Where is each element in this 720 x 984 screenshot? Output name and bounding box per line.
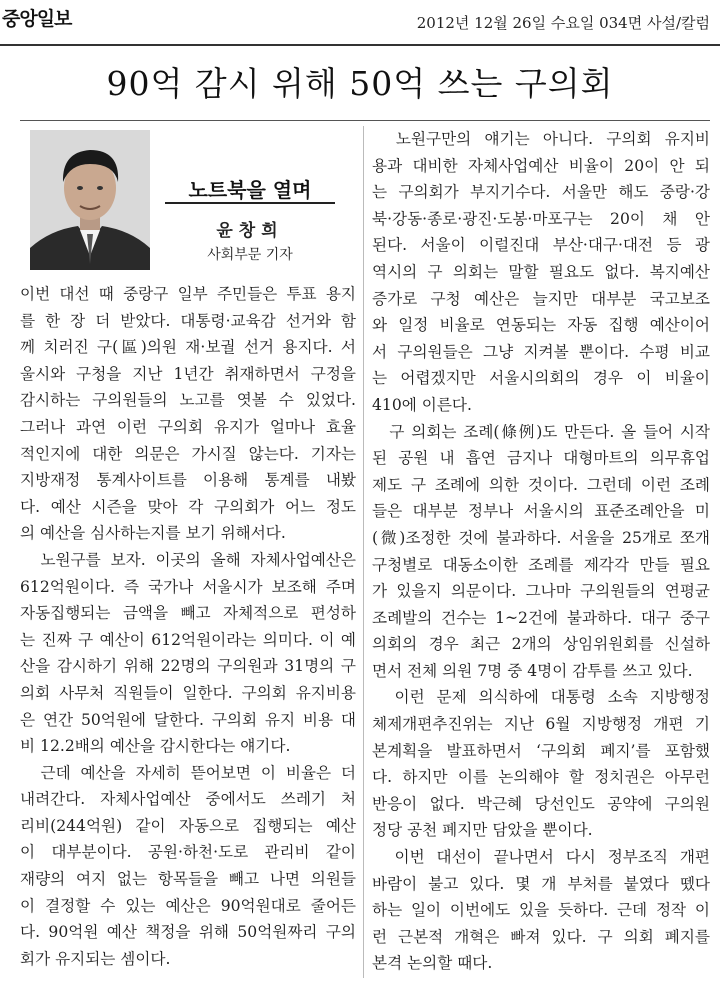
body-text-line: 이번 대선이 끝나면서 다시 정부조직 개편 (372, 848, 710, 867)
body-text-line: 체제개편추진위는 지난 6월 지방행정 개편 기 (372, 715, 710, 734)
body-text-line: 410에 이른다. (372, 395, 472, 414)
column-divider (363, 126, 364, 978)
dateline: 2012년 12월 26일 수요일 034면 사설/칼럼 (416, 14, 710, 32)
body-text-line: 내려간다. 자체사업예산 중에서도 쓰레기 처 (20, 790, 356, 809)
article-body-right-column (372, 126, 710, 977)
body-text-line: 다. 예산 시즌을 맞아 각 구의회가 어느 정도 (20, 497, 356, 516)
body-text-line: 반응이 없다. 박근혜 당선인도 공약에 구의원 (372, 794, 710, 813)
body-text-line: 노원구만의 얘기는 아니다. 구의회 유지비 (372, 130, 710, 148)
body-text-line: 이 결정할 수 있는 예산은 90억원대로 줄어든 (20, 896, 356, 915)
masthead-rule (0, 44, 720, 46)
body-text-line: 정당 공천 폐지만 담았을 뿐이다. (372, 821, 593, 840)
body-text-line: 재량의 여지 없는 항목들을 빼고 나면 의원들 (20, 870, 356, 889)
column-label-rule (165, 202, 335, 204)
body-text-line: 된다. 서울이 이럴진대 부산·대구·대전 등 광 (372, 236, 710, 255)
body-text-line: 는 어렵겠지만 서울시의회의 경우 이 비율이 (372, 369, 710, 388)
body-text-line: 본격 논의할 때다. (372, 954, 493, 973)
body-text-line: 바람이 불고 있다. 몇 개 부처를 붙였다 뗐다 (372, 874, 710, 893)
author-photo (30, 130, 150, 270)
masthead (0, 0, 720, 44)
body-text-line: 는 진짜 구 예산이 612억원이라는 의미다. 이 예 (20, 630, 356, 649)
body-text-line: 된 공원 내 흡연 금지나 대형마트의 의무휴업 (372, 449, 710, 468)
body-text-line: 와 일정 비율로 연동되는 자동 집행 예산이어 (372, 316, 710, 335)
headline-rule (20, 120, 710, 121)
body-text-line: 께 치러진 구(區)의원 재·보궐 선거 용지다. 서 (20, 338, 356, 357)
body-text-line: 가 있을지 의문이다. 그나마 구의원들의 연평균 (372, 582, 710, 601)
article-headline: 90억 감시 위해 50억 쓰는 구의회 (106, 64, 614, 103)
body-text-line: 이번 대선 때 중랑구 일부 주민들은 투표 용지 (20, 285, 356, 303)
body-text-line: 면서 전체 의원 7명 중 4명이 감투를 쓰고 있다. (372, 661, 693, 680)
body-text-line: 근데 예산을 자세히 뜯어보면 이 비율은 더 (20, 763, 356, 782)
body-text-line: 는 구의회가 부지기수다. 서울만 해도 중랑·강 (372, 183, 710, 202)
article-body-left-column (20, 281, 356, 972)
body-text-line: 다. 하지만 이를 논의해야 할 정치권은 아무런 (372, 768, 710, 787)
body-text-line: 조례발의 건수는 1~2건에 불과하다. 대구 중구 (372, 608, 710, 627)
body-text-line: 이런 문제 의식하에 대통령 소속 지방행정 (372, 688, 710, 707)
body-text-line: 들은 대부분 정부나 서울시의 표준조례안을 미 (372, 502, 710, 521)
body-text-line: 구청별로 대동소이한 조례를 제각각 만들 필요 (372, 555, 710, 574)
newspaper-logo: 중앙일보 (2, 8, 72, 30)
author-name: 윤창희 (216, 221, 284, 241)
body-text-line: 역시의 구 의회는 말할 필요도 없다. 복지예산 (372, 262, 710, 281)
body-text-line: 의 예산을 심사하는지를 보기 위해서다. (20, 524, 286, 543)
body-text-line: 를 한 장 더 받았다. 대통령·교육감 선거와 함 (20, 311, 356, 330)
body-text-line: 회가 유지되는 셈이다. (20, 949, 171, 968)
body-text-line: (微)조정한 것에 불과하다. 서울을 25개로 쪼개 (372, 528, 710, 547)
body-text-line: 노원구를 보자. 이곳의 올해 자체사업예산은 (20, 550, 356, 569)
body-text-line: 북·강동·종로·광진·도봉·마포구는 20이 채 안 (372, 209, 710, 228)
body-text-line: 용과 대비한 자체사업예산 비율이 20이 안 되 (372, 156, 710, 175)
body-text-line: 산을 감시하기 위해 22명의 구의원과 31명의 구 (20, 657, 356, 676)
body-text-line: 이 대부분이다. 공원·하천·도로 관리비 같이 (20, 843, 356, 862)
body-text-line: 자동집행되는 금액을 빼고 자체적으로 편성하 (20, 604, 356, 623)
body-text-line: 제도 구 조례에 의한 것이다. 그런데 이런 조례 (372, 475, 710, 494)
body-text-line: 구 의회는 조례(條例)도 만든다. 올 들어 시작 (372, 422, 710, 441)
body-text-line: 본계획을 발표하면서 ‘구의회 폐지’를 포함했 (372, 741, 710, 760)
body-text-line: 하는 일이 이번에도 있을 듯하다. 근데 정작 이 (372, 901, 710, 920)
body-text-line: 적인지에 대한 의문은 가시질 않는다. 기자는 (20, 444, 356, 463)
body-text-line: 비 12.2배의 예산을 감시한다는 얘기다. (20, 737, 291, 756)
body-text-line: 의회 사무처 직원들이 일한다. 구의회 유지비용 (20, 683, 356, 702)
body-text-line: 지방재정 통계사이트를 이용해 통계를 내봤 (20, 471, 356, 490)
body-text-line: 서 구의원들은 그냥 지켜볼 뿐이다. 수평 비교 (372, 342, 710, 361)
body-text-line: 612억원이다. 즉 국가나 서울시가 보조해 주며 (20, 577, 356, 596)
body-text-line: 울시와 구청을 지난 1년간 취재하면서 구정을 (20, 364, 356, 383)
author-department: 사회부문 기자 (207, 247, 293, 263)
column-series-label: 노트북을 열며 (188, 178, 312, 202)
body-text-line: 은 연간 50억원에 달한다. 구의회 유지 비용 대 (20, 710, 356, 729)
body-text-line: 런 근본적 개혁은 빠져 있다. 구 의회 폐지를 (372, 927, 710, 946)
body-text-line: 의회의 경우 최근 2개의 상임위원회를 신설하 (372, 635, 710, 654)
body-text-line: 감시하는 구의원들의 노고를 엿볼 수 있었다. (20, 391, 356, 410)
body-text-line: 그러나 과연 이런 구의회 유지가 얼마나 효율 (20, 417, 356, 436)
body-text-line: 다. 90억원 예산 책정을 위해 50억원짜리 구의 (20, 923, 356, 942)
body-text-line: 리비(244억원) 같이 자동으로 집행되는 예산 (20, 816, 356, 835)
body-text-line: 증가로 구청 예산은 늘지만 대부분 국고보조 (372, 289, 710, 308)
